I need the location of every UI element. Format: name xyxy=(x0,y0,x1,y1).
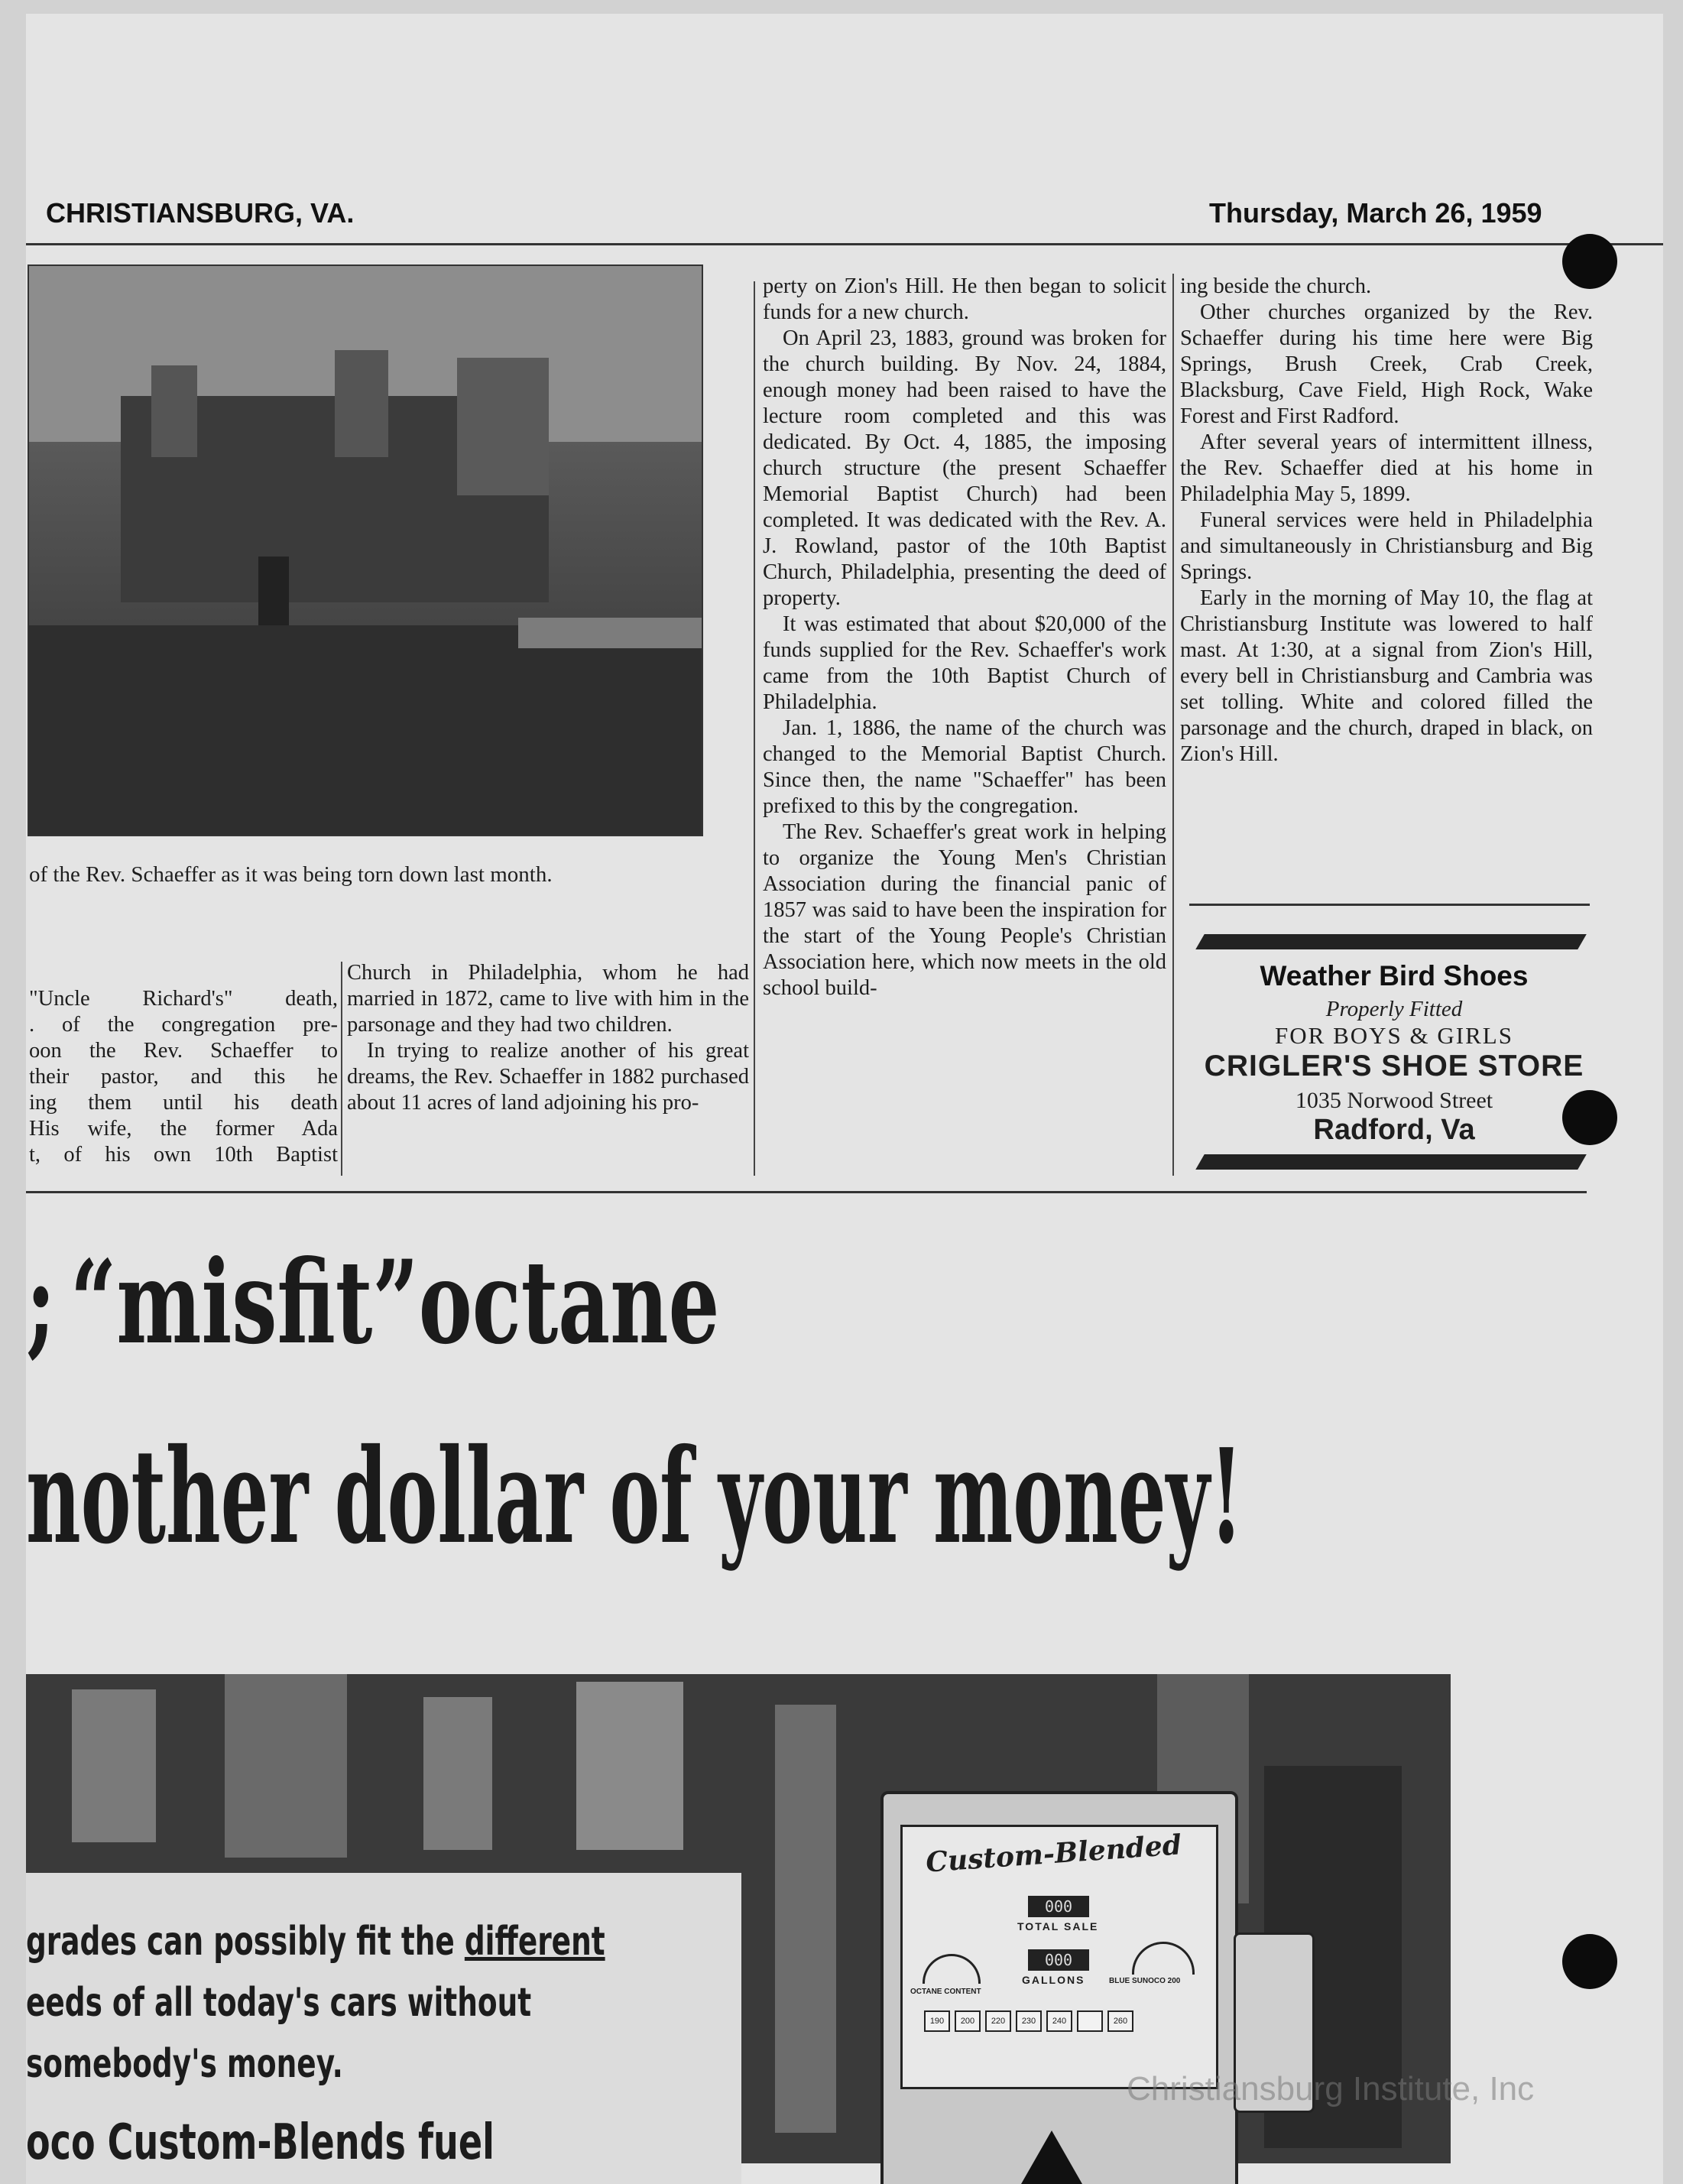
header-date: Thursday, March 26, 1959 xyxy=(1209,197,1542,229)
photo-chimney-2 xyxy=(335,350,388,457)
shoe-ad-title: Weather Bird Shoes xyxy=(1260,960,1529,991)
column-rule xyxy=(1172,274,1174,1176)
pump-keys xyxy=(924,2010,1133,2032)
col-c-paragraph: On April 23, 1883, ground was broken for the church building. By Nov. 24, 1884, enough money had been raised to have the lecture room completed and this was dedicated. By Oct. 4, 1885, the imposing church structure (the present Schaeffer Memorial Baptist Church) had been completed. It was dedicated with the Rev. A. J. Rowland, pastor of the 10th Baptist Church, Philadelphia, presenting the deed of property. xyxy=(763,326,1166,610)
col-a-line: "Uncle Richard's" death, xyxy=(29,987,338,1011)
fuel-ad-headline-2: nother dollar of your money! xyxy=(26,1420,1244,1573)
ad-bar-top xyxy=(1195,934,1587,949)
shoe-ad-line: FOR BOYS & GIRLS xyxy=(1275,1022,1513,1049)
fuel-ad-headline-prefix: ; xyxy=(26,1235,56,1370)
pump-dial-right-label: BLUE SUNOCO 200 xyxy=(1109,1977,1181,1985)
shoe-ad-subtitle: Properly Fitted xyxy=(1325,997,1463,1021)
photo-chimney xyxy=(151,365,197,457)
col-b-paragraph: In trying to realize another of his great dreams, the Rev. Schaeffer in 1882 purchased about 11 acres of land adjoining his pro- xyxy=(347,1039,749,1115)
newspaper-page xyxy=(26,14,1663,2184)
photo-ground xyxy=(29,625,702,835)
gas-pump xyxy=(880,1791,1238,2184)
illustration-streak xyxy=(576,1682,683,1850)
pump-key: 190 xyxy=(924,2010,950,2032)
col-a-line: His wife, the former Ada xyxy=(29,1117,338,1141)
pump-key: 200 xyxy=(955,2010,981,2032)
col-c-paragraph: It was estimated that about $20,000 of the funds supplied for the Rev. Schaeffer's work came from the 10th Baptist Church of Philadelphia. xyxy=(763,612,1166,714)
col-c-paragraph: Jan. 1, 1886, the name of the church was changed to the Memorial Baptist Church. Since then, the name "Schaeffer" has been prefixed to this by the congregation. xyxy=(763,716,1166,818)
header-rule xyxy=(26,243,1663,245)
pump-dial-left-label: OCTANE CONTENT xyxy=(910,1988,981,1996)
binder-hole xyxy=(1562,1090,1617,1145)
col-d-paragraph: Funeral services were held in Philadelphia and simultaneously in Christiansburg and Big Springs. xyxy=(1180,508,1593,584)
pump-total-digits: 000 xyxy=(1028,1896,1089,1917)
pump-key: 260 xyxy=(1107,2010,1133,2032)
fuel-ad-body-4: oco Custom-Blends fuel xyxy=(26,2114,495,2171)
col-d-paragraph: ing beside the church. xyxy=(1180,274,1372,298)
shoe-ad xyxy=(1180,960,1608,1147)
binder-hole xyxy=(1562,234,1617,289)
section-rule xyxy=(26,1191,1587,1193)
pump-key: 240 xyxy=(1046,2010,1072,2032)
header-location: CHRISTIANSBURG, VA. xyxy=(46,197,355,229)
photo-caption: of the Rev. Schaeffer as it was being torn down last month. xyxy=(29,862,553,887)
illustration-streak xyxy=(72,1689,156,1842)
col-d-paragraph: Other churches organized by the Rev. Schaeffer during his time here were Big Springs, Brush Creek, Crab Creek, Blacksburg, Cave Field, High Rock, Wake Forest and First Radford. xyxy=(1180,300,1593,428)
fuel-ad-headline-1: “misfit”octane xyxy=(70,1235,720,1370)
fuel-ad-body-3: somebody's money. xyxy=(26,2041,343,2087)
pump-key: 220 xyxy=(985,2010,1011,2032)
col-d-paragraph: Early in the morning of May 10, the flag at Christiansburg Institute was lowered to half mast. At 1:30, at a signal from Zion's Hill, every bell in Christiansburg and Cambria was set tolling. White and colored filled the parsonage and the church, draped in black, on Zion's Hill. xyxy=(1180,586,1593,766)
col-a-line: ing them until his death xyxy=(29,1091,338,1115)
col-a-line: t, of his own 10th Baptist xyxy=(29,1143,338,1167)
shoe-ad-store: CRIGLER'S SHOE STORE xyxy=(1204,1050,1584,1082)
pump-key xyxy=(1077,2010,1103,2032)
photo-street xyxy=(518,618,702,648)
col-c-paragraph: perty on Zion's Hill. He then began to solicit funds for a new church. xyxy=(763,274,1166,324)
illustration-streak xyxy=(225,1674,347,1858)
pump-gallons-digits: 000 xyxy=(1028,1949,1089,1971)
pump-key: 230 xyxy=(1016,2010,1042,2032)
church-demolition-photo xyxy=(28,264,703,836)
col-b-paragraph: Church in Philadelphia, whom he had married in 1872, came to live with him in the parsonage and they had two children. xyxy=(347,961,749,1037)
article-column-c xyxy=(763,274,1166,1001)
pump-gallons-label: GALLONS xyxy=(1022,1974,1085,1986)
fuel-ad-body-1 xyxy=(26,1919,605,1965)
ad-bar-bottom xyxy=(1195,1154,1587,1170)
watermark: Christiansburg Institute, Inc xyxy=(1127,2070,1535,2108)
article-column-d xyxy=(1180,274,1593,767)
column-rule xyxy=(754,281,755,1176)
pump-title: Custom-Blended xyxy=(924,1829,1183,1879)
pump-dial-right-icon xyxy=(1132,1942,1195,1975)
ad-top-rule xyxy=(1189,904,1590,906)
article-column-b xyxy=(347,960,749,1116)
column-rule xyxy=(341,962,342,1176)
pump-dial-left-icon xyxy=(923,1954,981,1984)
article-column-a xyxy=(29,986,338,1168)
binder-hole xyxy=(1562,1934,1617,1989)
fuel-ad-body-underline: different xyxy=(464,1919,605,1965)
pump-triangle-icon xyxy=(1021,2130,1082,2184)
pump-total-label: TOTAL SALE xyxy=(1017,1920,1099,1932)
photo-house xyxy=(457,358,549,495)
col-a-line: oon the Rev. Schaeffer to xyxy=(29,1039,338,1063)
col-a-line: their pastor, and this he xyxy=(29,1065,338,1089)
fuel-ad-body-2: eeds of all today's cars without xyxy=(26,1980,532,2026)
illustration-streak xyxy=(423,1697,492,1850)
pump-display xyxy=(900,1825,1218,2089)
col-c-paragraph: The Rev. Schaeffer's great work in helping to organize the Young Men's Christian Association during the financial panic of 1857 was said to have been the inspiration for the start of the Young People's Christian Association here, which now meets in the old school build- xyxy=(763,820,1166,1000)
shoe-ad-address: 1035 Norwood Street xyxy=(1295,1088,1493,1113)
col-a-line: . of the congregation pre- xyxy=(29,1013,338,1037)
illustration-streak xyxy=(775,1705,836,2133)
shoe-ad-city: Radford, Va xyxy=(1313,1114,1475,1146)
col-d-paragraph: After several years of intermittent illness, the Rev. Schaeffer died at his home in Philadelphia May 5, 1899. xyxy=(1180,430,1593,506)
fuel-ad-body-1-text: grades can possibly fit the xyxy=(26,1919,465,1965)
